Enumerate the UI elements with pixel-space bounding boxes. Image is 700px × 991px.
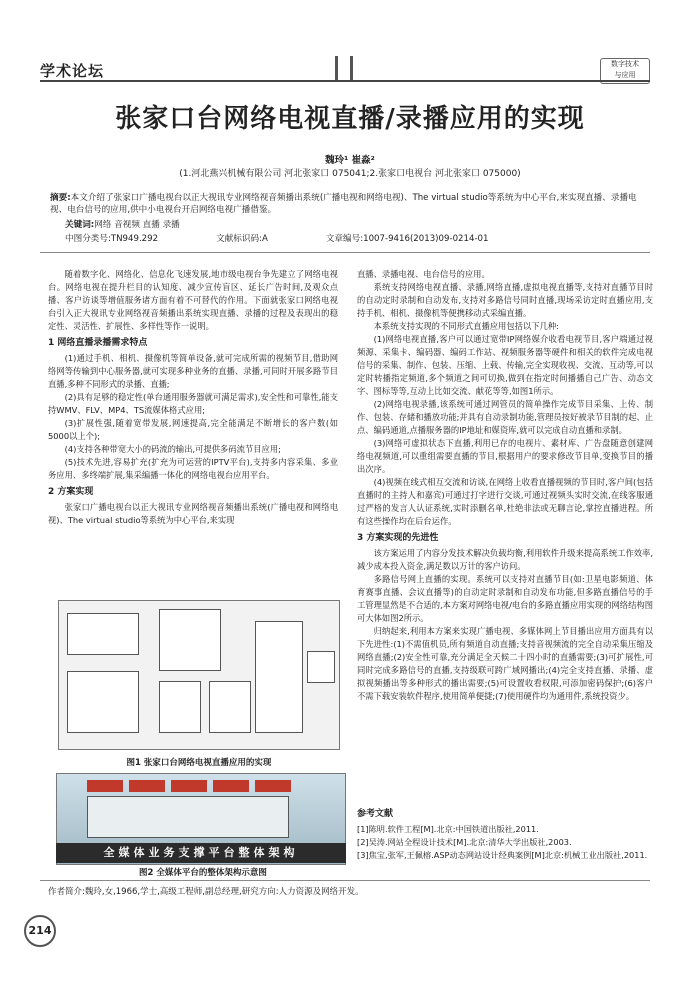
paragraph: (1)网络电视直播,客户可以通过宽带IP网络媒介收看电视节目,客户端通过视频源、采集卡、编码器、编码工作站、视频服务器等硬件和相关的软件完成电视信号的采集、制作、包装、压缩、上载、传输,完全实现收视、交流、互动等,可以定时转播指定频道,多个频道之间可切换,做到在指定时间播播自己广告、动态文字、图标等等,互动上比如交流、献花等等,如图1所示。 — [357, 334, 653, 396]
figure-1-caption: 图1 张家口台网络电视直播应用的实现 — [126, 758, 272, 768]
paragraph: 多路信号网上直播的实现。系统可以支持对直播节目(如:卫星电影频道、体育赛事直播、会议直播等)的自动定时录制和自动发布功能,但多路直播信号的手工管理显然是不合适的,本方案对网络电视/电台的多路直播应用实现的网络结构图可大体如图2所示。 — [357, 574, 653, 623]
paragraph: 系统支持网络电视直播、录播,网络直播,虚拟电视直播等,支持对直播节目时的自动定时录制和自动发布,支持对多路信号同时直播,现场采访定时直播应用,支持手机、相机、摄像机等便携移动式采编直播。 — [357, 282, 653, 318]
storage-server — [209, 681, 251, 733]
section-heading: 1 网络直播录播需求特点 — [48, 338, 148, 348]
reference-item: [2]吴涛.网站全程设计技术[M].北京:清华大学出版社,2003. — [357, 837, 572, 847]
platform-module — [213, 780, 249, 792]
paragraph: (1)通过手机、相机、摄像机等简单设备,就可完成所需的视频节目,借助网络网等传输到中心服务器,就可实现多种业务的直播、录播,可同时开展多路节目直播,多种不同形式的录播、直播; — [48, 353, 338, 389]
paragraph: (3)扩展性强,随着宽带发展,网速提高,完全能满足不断增长的客户数(如5000以上个); — [48, 418, 338, 441]
paragraph: (4)视频在线式相互交流和访谈,在网络上收看直播视频的节目时,客户间(包括直播时的主持人和嘉宾)可通过打字进行交谈,可通过视频头实时交流,在线客服通过严格的发言人认证系统,实时添删名单,杜绝非法或无聊言论,掌控直播进程。所有这些操作均在后台运作。 — [357, 477, 653, 526]
paragraph: (2)网络电视录播,该系统可通过网管员的简单操作完成节目采集、上传、制作、包装、存储和播放功能;并具有自动录制功能,管理员按好被录节目制的起、止点、编码通道,点播服务器的IP地址和媒资库,就可以完成自动直播和录制。 — [357, 399, 653, 435]
article-number: 文章编号:1007-9416(2013)09-0214-01 — [325, 234, 489, 244]
figure-2-caption: 图2 全媒体平台的整体架构示意图 — [139, 868, 267, 878]
intro-paragraph: 随着数字化、网络化、信息化飞速发展,地市级电视台争先建立了网络电视台。网络电视在提升栏目的认知度、减少宣传盲区、延长广告时间,及观众点播、客户访谈等增值服务诸方面有着不可替代的作用。下面就张家口网络电视台引入正大视讯专业网络视音频播出系统实现直播、录播的过程及表现出的稳定性、灵活性、扩展性、多样性等作一说明。 — [48, 269, 338, 331]
clc-number: 中图分类号:TN949.292 — [65, 234, 159, 244]
platform-module — [129, 780, 165, 792]
paragraph: (4)支持各种带宽大小的码流的输出,可提供多码流节目应用; — [64, 444, 281, 454]
journal-logo-line2: 与应用 — [614, 71, 636, 79]
classification-line — [65, 232, 625, 244]
author-note: 作者简介:魏玲,女,1966,学士,高级工程师,副总经理,研究方向:人力资源及网络开发。 — [48, 887, 364, 897]
abstract — [50, 192, 650, 216]
header-divider — [335, 56, 338, 80]
platform-module — [87, 780, 123, 792]
figure-2-banner: 全媒体业务支撑平台整体架构 — [56, 843, 346, 863]
platform-module — [171, 780, 207, 792]
paragraph: 张家口广播电视台以正大视讯专业网络视音频播出系统(广播电视和网络电视)、The virtual studio等系统为中心平台,来实现 — [48, 502, 338, 525]
journal-logo-line1: 数字技术 — [611, 60, 639, 68]
footer-rule — [40, 880, 650, 881]
client-group — [67, 671, 139, 733]
paper-authors: 魏玲¹ 崔淼² — [325, 155, 375, 166]
document-code: 文献标识码:A — [216, 234, 268, 244]
paragraph: (3)网络可虚拟状态下直播,利用已存的电视片、素材库、广告盘随意创建网络电视频道,可以重组需要直播的节目,根据用户的要求修改节目单,变换节目的播出次序。 — [357, 438, 653, 474]
encoder-rack — [255, 621, 303, 733]
broadband-user — [307, 651, 335, 683]
header-rule — [40, 80, 650, 82]
paragraph: 直播、录播电视、电台信号的应用。 — [357, 269, 490, 279]
abstract-label: 摘要: — [50, 193, 71, 203]
paragraph: 该方案运用了内容分发技术解决负载均衡,利用软件升级来提高系统工作效率,减少成本投入资金,满足数以万计的客户访问。 — [357, 548, 653, 571]
left-column — [48, 268, 338, 527]
section-heading: 3 方案实现的先进性 — [357, 533, 439, 543]
paragraph: 本系统支持实现的不同形式直播应用包括以下几种: — [373, 321, 559, 331]
header-divider — [350, 56, 353, 80]
section-heading: 2 方案实现 — [48, 487, 94, 497]
section-label: 学术论坛 — [40, 62, 105, 80]
references-heading: 参考文献 — [357, 809, 394, 819]
meta-rule — [40, 252, 650, 253]
camera-group — [67, 613, 139, 655]
references — [357, 808, 653, 862]
keywords-label: 关键词: — [65, 220, 95, 230]
paragraph: (2)具有足够的稳定性(单台通用服务器就可满足需求),安全性和可靠性,能支持WMV、FLV、MP4、TS流媒体格式应用; — [48, 392, 338, 415]
figure-1-diagram — [58, 600, 340, 750]
right-column — [357, 268, 653, 703]
platform-layer — [87, 796, 289, 838]
paper-affiliation: (1.河北燕兴机械有限公司 河北张家口 075041;2.张家口电视台 河北张家口 075000) — [179, 169, 521, 179]
keywords — [65, 218, 180, 230]
page-number: 214 — [24, 915, 56, 947]
paragraph: 归纳起来,利用本方案来实现广播电视、多媒体网上节目播出应用方面具有以下先进性:(1)不需值机员,所有频道自动直播;支持音视频流的完全自动采集压缩及网络直播;(2)安全性可靠,充分满足全天候二十四小时的直播需要;(3)可扩展性,可同时完成多路信号的直播,支持级联可跨广域网播出;(4)完全支持直播、录播、虚拟视频播出等多种形式的播出需要;(5)可设置收看权限,可添加密码保护;(6)客户不需下载安装软件程序,使用简单便捷;(7)使用硬件均为通用件,系统投资少。 — [357, 626, 653, 701]
paragraph: (5)技术先进,容易扩充(扩充为可运营的IPTV平台),支持多内容采集、多业务应用、多终端扩展,集采编播一体化的网络电视台应用平台。 — [48, 457, 338, 480]
keywords-text: 网络 音视频 直播 录播 — [94, 220, 180, 230]
web-server — [159, 681, 201, 733]
paper-title: 张家口台网络电视直播/录播应用的实现 — [115, 104, 585, 134]
reference-item: [3]焦宝,张军,王佩榕.ASP动态网站设计经典案例[M]北京:机械工业出版社,2011. — [357, 850, 648, 860]
abstract-text: 本文介绍了张家口广播电视台以正大视讯专业网络视音频播出系统(广播电视和网络电视)、The virtual studio等系统为中心平台,来实现直播、录播电视、电台信号的应用,供中小电视台开启网络电视广播借鉴。 — [50, 193, 637, 215]
platform-module — [255, 780, 291, 792]
media-server — [159, 609, 221, 671]
reference-item: [1]陈明.软件工程[M].北京:中国铁道出版社,2011. — [357, 824, 539, 834]
